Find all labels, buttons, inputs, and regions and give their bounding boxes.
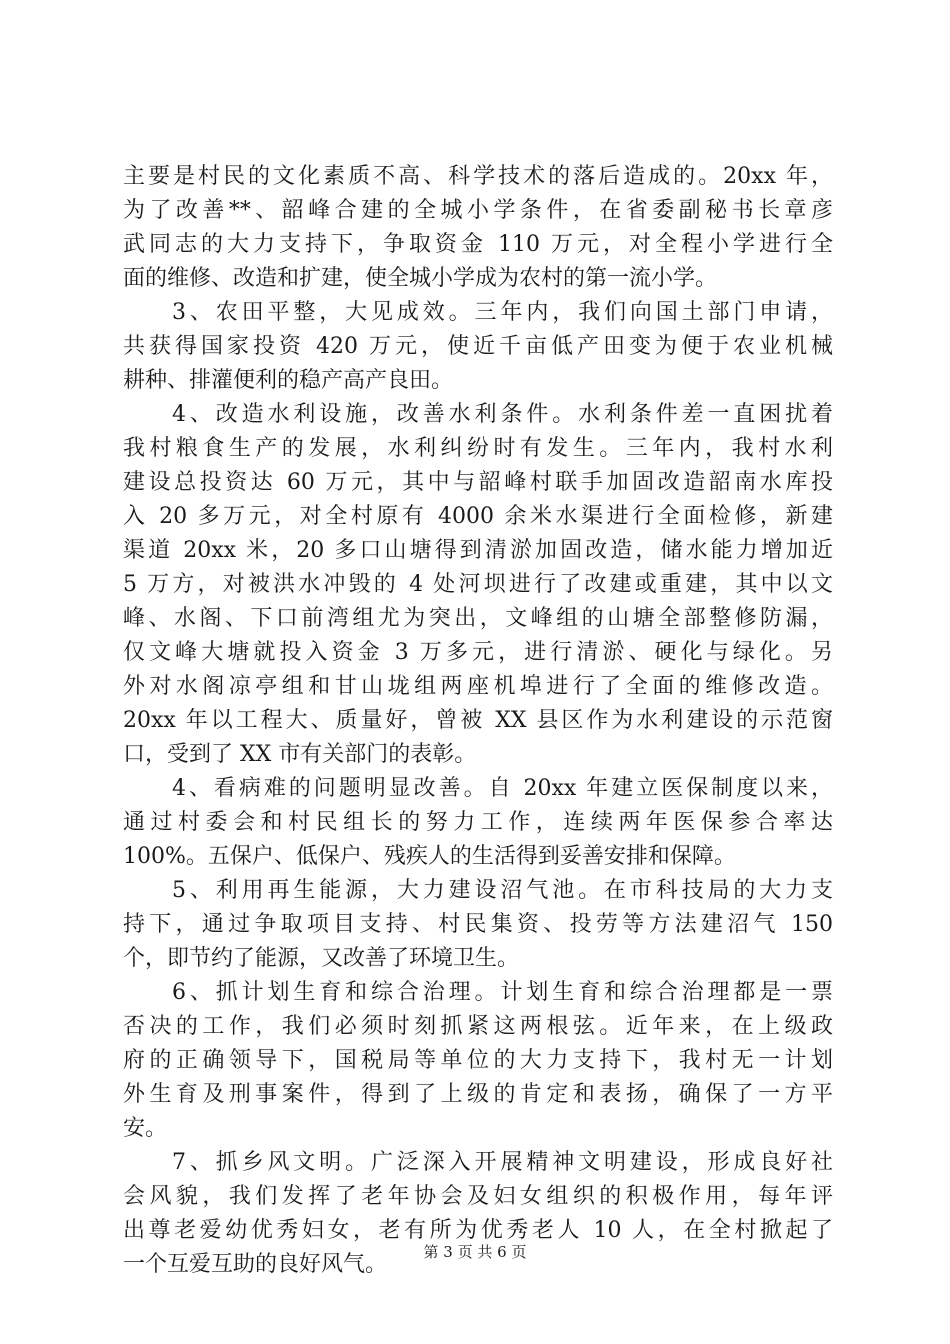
text-line: 3、农田平整，大见成效。三年内，我们向国土部门申请， <box>172 300 833 325</box>
text-line: 外生育及刑事案件，得到了上级的肯定和表扬，确保了一方平 <box>123 1082 833 1107</box>
text-line: 渠道 20xx 米，20 多口山塘得到清淤加固改造，储水能力增加近 <box>123 538 833 563</box>
text-line: 府的正确领导下，国税局等单位的大力支持下，我村无一计划 <box>123 1048 833 1073</box>
text-line: 共获得国家投资 420 万元，使近千亩低产田变为便于农业机械 <box>123 334 833 359</box>
text-line: 仅文峰大塘就投入资金 3 万多元，进行清淤、硬化与绿化。另 <box>123 640 833 665</box>
text-line: 5 万方，对被洪水冲毁的 4 处河坝进行了改建或重建，其中以文 <box>123 572 833 597</box>
text-line: 入 20 多万元，对全村原有 4000 余米水渠进行全面检修，新建 <box>123 504 833 529</box>
text-line: 一个互爱互助的良好风气。 <box>123 1252 388 1277</box>
text-line: 面的维修、改造和扩建，使全城小学成为农村的第一流小学。 <box>123 266 718 291</box>
text-line: 20xx 年以工程大、质量好，曾被 XX 县区作为水利建设的示范窗 <box>123 708 833 733</box>
text-line: 我村粮食生产的发展，水利纠纷时有发生。三年内，我村水利 <box>123 436 833 461</box>
text-line: 4、改造水利设施，改善水利条件。水利条件差一直困扰着 <box>172 402 833 427</box>
text-line: 否决的工作，我们必须时刻抓紧这两根弦。近年来，在上级政 <box>123 1014 833 1039</box>
text-line: 口，受到了 XX 市有关部门的表彰。 <box>123 742 477 767</box>
text-line: 个，即节约了能源，又改善了环境卫生。 <box>123 946 520 971</box>
text-line: 武同志的大力支持下，争取资金 110 万元，对全程小学进行全 <box>123 232 833 257</box>
body-text <box>123 160 833 1282</box>
text-line: 为了改善**、韶峰合建的全城小学条件，在省委副秘书长章彦 <box>123 198 833 223</box>
text-line: 100%。五保户、低保户、残疾人的生活得到妥善安排和保障。 <box>123 844 736 869</box>
text-line: 7、抓乡风文明。广泛深入开展精神文明建设，形成良好社 <box>172 1150 833 1175</box>
text-line: 持下，通过争取项目支持、村民集资、投劳等方法建沼气 150 <box>123 912 833 937</box>
text-line: 安。 <box>123 1116 168 1141</box>
text-line: 4、看病难的问题明显改善。自 20xx 年建立医保制度以来， <box>172 776 833 801</box>
text-line: 外对水阁凉亭组和甘山垅组两座机埠进行了全面的维修改造。 <box>123 674 833 699</box>
text-line: 峰、水阁、下口前湾组尤为突出，文峰组的山塘全部整修防漏， <box>123 606 833 631</box>
text-line: 耕种、排灌便利的稳产高产良田。 <box>123 368 454 393</box>
page-number-footer: 第 3 页 共 6 页 <box>423 1243 527 1261</box>
text-line: 通过村委会和村民组长的努力工作，连续两年医保参合率达 <box>123 810 833 835</box>
text-line: 主要是村民的文化素质不高、科学技术的落后造成的。20xx 年， <box>123 164 833 189</box>
text-line: 出尊老爱幼优秀妇女，老有所为优秀老人 10 人，在全村掀起了 <box>123 1218 833 1243</box>
text-line: 6、抓计划生育和综合治理。计划生育和综合治理都是一票 <box>172 980 833 1005</box>
text-line: 5、利用再生能源，大力建设沼气池。在市科技局的大力支 <box>172 878 833 903</box>
text-line: 建设总投资达 60 万元，其中与韶峰村联手加固改造韶南水库投 <box>123 470 833 495</box>
text-line: 会风貌，我们发挥了老年协会及妇女组织的积极作用，每年评 <box>123 1184 833 1209</box>
